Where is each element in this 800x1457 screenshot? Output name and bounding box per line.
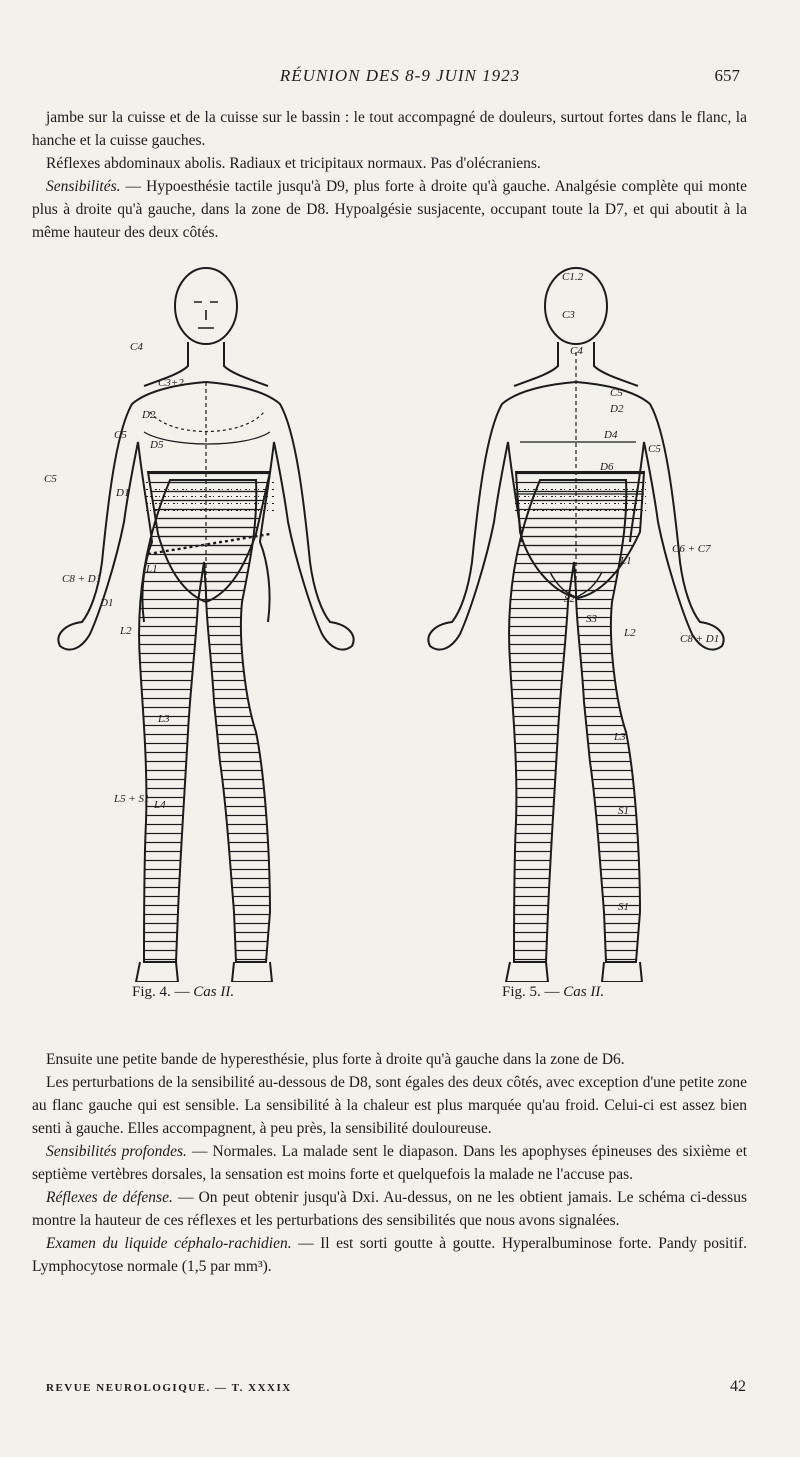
front-label-4: D5 (150, 439, 164, 451)
front-label-9: L2 (120, 625, 132, 637)
figure-5-caption (502, 984, 604, 1001)
bottom-paragraph (32, 1048, 747, 1071)
top-paragraph (32, 106, 747, 152)
running-head (0, 66, 800, 92)
back-label-7: C5 (648, 443, 661, 455)
back-label-16: S1 (618, 901, 629, 913)
figure-4-caption-prefix: Fig. 4. — (132, 984, 194, 1000)
back-label-9: C8 + D1 (680, 633, 720, 645)
front-label-2: C5 (114, 429, 127, 441)
sheet-number: 42 (730, 1378, 746, 1395)
figure-4-caption-case: Cas II. (193, 984, 235, 1000)
paragraph-text: Les perturbations de la sensibilité au-dessous de D8, sont égales des deux côtés, avec exception d'une petite zone au flanc gauche qui est sensible. La sensibilité à la chaleur est plus marquée qu'au froid. Celui-ci est assez bien senti à gauche. Elles accompagnent, à peu près, la sensibilité douloureuse. (32, 1074, 747, 1137)
paragraph-text: — On peut obtenir jusqu'à Dxi. Au-dessus, on ne les obtient jamais. Le schéma ci-dessus montre la hauteur de ces réflexes et les perturbations des sensibilités que nous avons signalées. (32, 1189, 747, 1229)
top-paragraph (32, 152, 747, 175)
back-label-8: C6 + C7 (672, 543, 711, 555)
back-label-15: S1 (618, 805, 629, 817)
running-title: RÉUNION DES 8-9 JUIN 1923 (279, 66, 521, 85)
text-block-top (32, 106, 747, 244)
dermatome-figures (20, 262, 780, 982)
paragraph-text: Sensibilités. (46, 178, 121, 195)
back-label-6: D6 (600, 461, 614, 473)
figure-5-caption-prefix: Fig. 5. — (502, 984, 564, 1000)
front-label-10: L3 (158, 713, 170, 725)
back-label-0: C1.2 (562, 271, 584, 283)
front-label-3: D2 (142, 409, 156, 421)
back-body-figure (428, 268, 723, 982)
front-body-figure (58, 268, 353, 982)
back-label-5: D4 (604, 429, 618, 441)
back-label-3: C5 (610, 387, 623, 399)
front-label-12: L5 + S1 (114, 793, 150, 805)
paragraph-text: Réflexes de défense. (46, 1189, 173, 1206)
figure-4-caption (132, 984, 234, 1001)
front-label-7: C8 + D1 (62, 573, 102, 585)
back-label-12: L2 (624, 627, 636, 639)
bottom-paragraph (32, 1232, 747, 1278)
paragraph-text: Réflexes abdominaux abolis. Radiaux et tricipitaux normaux. Pas d'olécraniens. (46, 155, 541, 172)
front-label-0: C4 (130, 341, 143, 353)
bottom-paragraph (32, 1186, 747, 1232)
paragraph-text: jambe sur la cuisse et de la cuisse sur le bassin : le tout accompagné de douleurs, surtout fortes dans le flanc, la hanche et la cuisse gauches. (32, 109, 747, 149)
paragraph-text: — Il est sorti goutte à goutte. Hyperalbuminose forte. Pandy positif. Lymphocytose normale (1,5 par mm³). (32, 1235, 747, 1275)
back-label-4: D2 (610, 403, 624, 415)
bottom-paragraph (32, 1071, 747, 1140)
journal-name: REVUE NEUROLOGIQUE. — T. XXXIX (46, 1382, 292, 1394)
page-number: 657 (714, 66, 740, 85)
back-label-14: S2 (564, 593, 575, 605)
text-block-bottom (32, 1048, 747, 1278)
paragraph-text: — Normales. La malade sent le diapason. Dans les apophyses épineuses des sixième et septième vertèbres dorsales, la sensation est moins forte et quelquefois la malade ne l'accuse pas. (32, 1143, 748, 1183)
back-label-10: L1 (620, 555, 632, 567)
bottom-paragraph (32, 1140, 747, 1186)
back-label-11: S3 (586, 613, 597, 625)
paragraph-text: Sensibilités profondes. (46, 1143, 187, 1160)
paragraph-text: Examen du liquide céphalo-rachidien. (46, 1235, 292, 1252)
front-label-1: C3+2 (158, 377, 184, 389)
front-label-11: L4 (154, 799, 166, 811)
back-label-13: L3 (614, 731, 626, 743)
back-label-2: C4 (570, 345, 583, 357)
front-label-5: D1 (116, 487, 130, 499)
front-label-13: D1 (100, 597, 114, 609)
paragraph-text: — Hypoesthésie tactile jusqu'à D9, plus forte à droite qu'à gauche. Analgésie complète qui monte plus à droite qu'à gauche, dans la zone de D8. Hypoalgésie susjacente, occupant toute la D7, et qui aboutit à la même hauteur des deux côtés. (32, 178, 747, 241)
back-label-1: C3 (562, 309, 575, 321)
front-label-8: L1 (146, 563, 158, 575)
paragraph-text: Ensuite une petite bande de hyperesthésie, plus forte à droite qu'à gauche dans la zone de D6. (46, 1051, 625, 1068)
top-paragraph (32, 175, 747, 244)
page-footer (46, 1378, 746, 1402)
front-label-6: C5 (44, 473, 57, 485)
figure-5-caption-case: Cas II. (563, 984, 605, 1000)
